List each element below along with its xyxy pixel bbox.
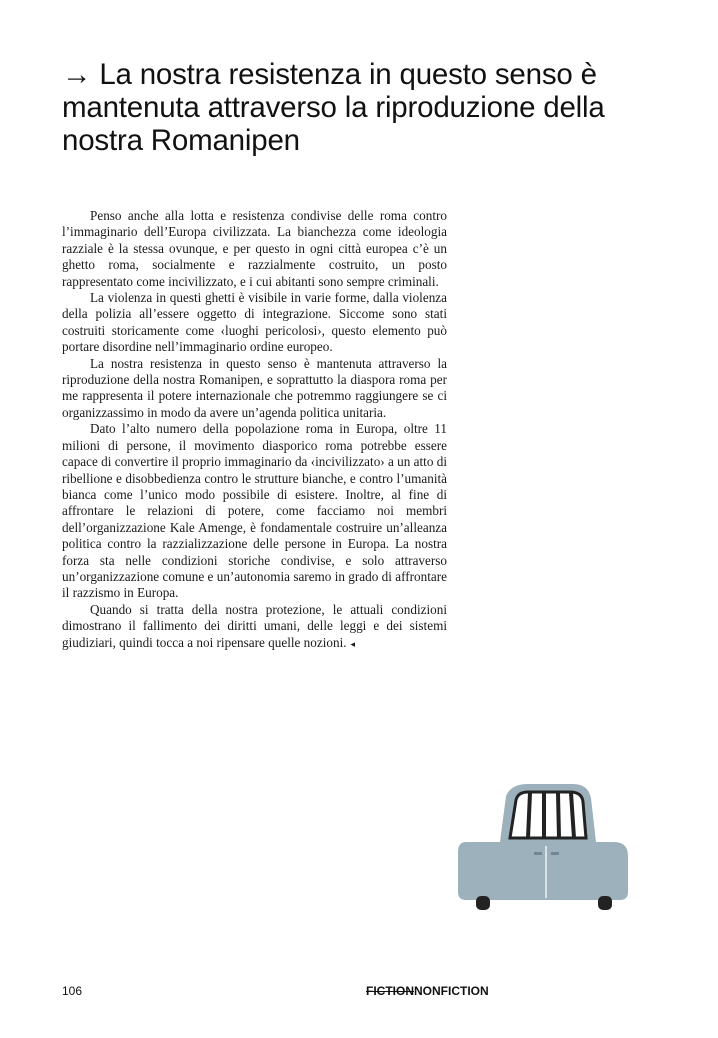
section-label xyxy=(366,984,489,998)
section-active: NONFICTION xyxy=(414,984,489,998)
section-struck: FICTION xyxy=(366,984,414,998)
paragraph-last xyxy=(62,602,447,653)
car-wheel xyxy=(598,896,612,910)
paragraph-text: Quando si tratta della nostra protezione, le attuali condizioni dimostrano il fallimento dei diritti umani, delle leggi e dei sistemi giudiziari, quindi tocca a noi ripensare quelle nozioni. xyxy=(62,601,447,650)
chapter-heading xyxy=(62,58,662,157)
end-mark-icon: ◂ xyxy=(350,639,356,650)
car-wheel xyxy=(476,896,490,910)
heading-text: La nostra resistenza in questo senso è mantenuta attraverso la riproduzione della nostra Romanipen xyxy=(62,58,605,157)
body-text xyxy=(62,208,447,653)
page-number: 106 xyxy=(62,984,83,998)
car-icon xyxy=(448,776,638,916)
paragraph: La nostra resistenza in questo senso è mantenuta attraverso la riproduzione della nostra Romanipen, e soprattutto la diaspora roma per me rappresenta il potere internazionale che potremmo raggiungere se ci organizzassimo in modo da avere un’agenda politica unitaria. xyxy=(62,355,447,420)
car-handle xyxy=(534,852,542,855)
car-body xyxy=(458,842,628,900)
car-handle xyxy=(551,852,559,855)
paragraph: Penso anche alla lotta e resistenza condivise delle roma contro l’immaginario dell’Europa civilizzata. La bianchezza come ideologia razziale è la stessa ovunque, e per questo in ogni città europea c’è un ghetto roma, socialmente e razzialmente costruito, un posto rappresentato come incivilizzato, e i cui abitanti sono sempre criminali. xyxy=(62,208,447,289)
paragraph: La violenza in questi ghetti è visibile in varie forme, dalla violenza della polizia all’essere oggetto di integrazione. Siccome sono stati costruiti storicamente come ‹luoghi pericolosi›, questo elemento può portare disordine nell’immaginario ordine europeo. xyxy=(62,290,447,355)
paragraph: Dato l’alto numero della popolazione roma in Europa, oltre 11 milioni di persone, il movimento diasporico roma potrebbe essere capace di convertire il proprio immaginario da ‹incivilizzato› a un atto di ribellione e disobbedienza contro le strutture bianche, e contro l’umanità bianca come l’unico modo possibile di esistere. Inoltre, al fine di affrontare le relazioni di potere, come facciamo noi membri dell’organizzazione Kale Amenge, è fondamentale costruire un’alleanza politica contro la razzializzazione delle persone in Europa. La nostra forza sta nelle condizioni storiche condivise, e solo attraverso un’organizzazione comune e un’autonomia saremo in grado di affrontare il razzismo in Europa. xyxy=(62,421,447,601)
arrow-right-icon: → xyxy=(62,58,92,91)
